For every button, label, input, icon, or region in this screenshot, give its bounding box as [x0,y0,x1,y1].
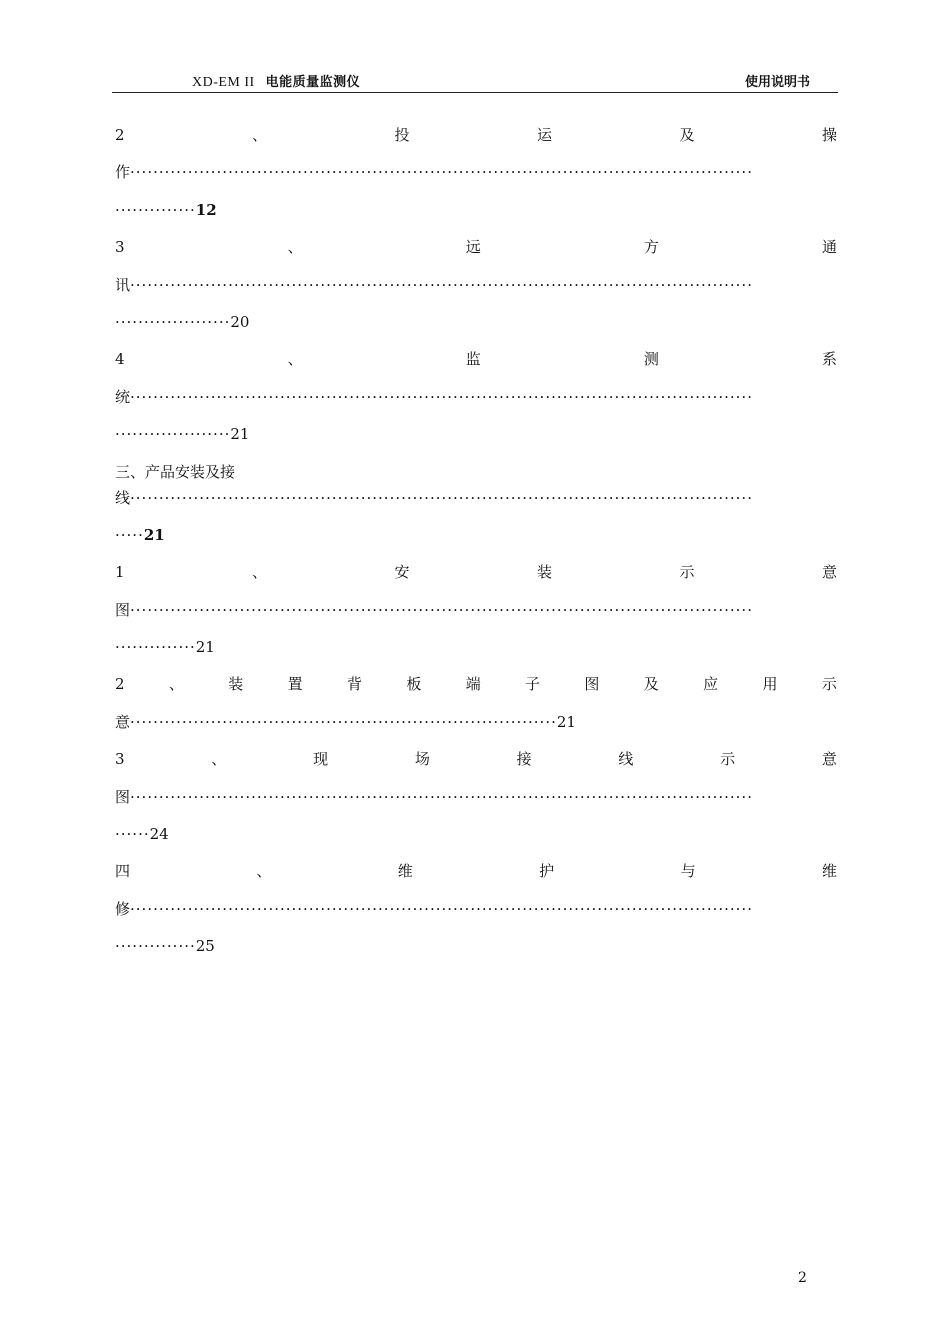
toc-title-char: 置 [287,675,303,694]
toc-leader-line [115,597,837,634]
toc-dot-leader: ············································································································ [130,387,753,406]
toc-title-char: 、 [252,126,268,144]
toc-title-char: 线 [618,750,634,769]
toc-leader-line [115,485,837,522]
toc-page-line [115,522,837,559]
toc-title-char: 现 [313,750,329,769]
toc-dot-leader: ············································································································ [130,488,753,507]
toc-page-number: 24 [149,825,169,844]
toc-page-number: 21 [195,638,215,657]
toc-section-heading[interactable]: 三、产品安装及接 [115,462,236,481]
toc-entry-title[interactable] [115,671,837,708]
toc-dot-leader: ·············· [115,638,196,657]
toc-dot-leader: ·············· [115,937,196,956]
toc-title-char: 示 [821,675,837,694]
toc-lead-char: 线 [115,488,131,507]
toc-title-char: 安 [394,563,410,582]
toc-title-char: 端 [465,675,481,694]
toc-title-char: 接 [516,750,532,769]
toc-leader-line [115,272,837,309]
toc-lead-char: 讯 [115,275,131,294]
toc-title-char: 远 [465,238,481,257]
toc-entry-title[interactable] [115,559,837,596]
toc-dot-leader: ···················· [115,312,231,331]
toc-title-char: 装 [228,675,244,694]
toc-dot-leader: ············································································································ [130,275,753,294]
toc-dot-leader: ············································································································ [130,600,753,619]
toc-lead-char: 意 [115,712,131,731]
toc-title-char: 通 [821,238,837,257]
toc-lead-char: 统 [115,387,131,406]
toc-title-char: 意 [821,563,837,582]
toc-title-char: 场 [414,750,430,769]
toc-title-char: 、 [211,750,227,769]
toc-title-char: 背 [346,675,362,694]
toc-title-char: 、 [256,862,272,881]
toc-dot-leader: ······ [115,825,150,844]
header-product-name: 电能质量监测仪 [265,75,361,90]
toc-title-char: 四 [115,862,131,881]
toc-title-char: 4 [115,350,125,369]
toc-title-char: 、 [287,350,303,369]
toc-title-char: 系 [821,350,837,369]
toc-title-char: 图 [584,675,600,694]
toc-lead-char: 图 [115,787,131,806]
toc-title-char: 3 [115,750,125,769]
toc-page-number: 21 [230,425,250,444]
toc-lead-char: 作 [115,163,131,182]
toc-dot-leader: ············································································································ [130,899,753,918]
toc-title-char: 2 [115,126,125,144]
toc-title-char: 方 [643,238,659,257]
toc-entry-title[interactable] [115,858,837,895]
toc-title-char: 维 [821,862,837,881]
toc-title-char: 监 [465,350,481,369]
toc-page-number: 21 [143,525,165,544]
toc-entry-title[interactable] [115,234,837,271]
toc-page-line [115,933,837,970]
toc-title-char: 示 [679,563,695,582]
toc-title-char: 3 [115,238,125,257]
toc-entry-title[interactable] [115,122,837,159]
toc-title-char: 测 [643,350,659,369]
toc-page-number: 12 [195,200,217,219]
toc-dot-leader: ····· [115,525,144,544]
toc-dot-leader: ·········································································· [130,712,557,731]
toc-title-char: 1 [115,563,125,582]
table-of-contents [115,122,837,971]
toc-dot-leader: ············································································································ [130,787,753,806]
toc-title-char: 操 [821,126,837,144]
toc-leader-line [115,896,837,933]
toc-dot-leader: ············································································································ [130,163,753,182]
toc-page-number: 21 [556,712,576,731]
toc-page-number: 20 [230,312,250,331]
header-model: XD-EM II [192,75,255,90]
page-header [112,66,838,93]
toc-page-line [115,309,837,346]
toc-title-char: 2 [115,675,125,694]
toc-title-char: 与 [680,862,696,881]
toc-page-line [115,821,837,858]
toc-title-char: 装 [536,563,552,582]
toc-title-char: 子 [525,675,541,694]
toc-title-char: 及 [679,126,695,144]
toc-leader-line [115,159,837,196]
toc-entry-title[interactable] [115,746,837,783]
toc-title-char: 及 [643,675,659,694]
toc-title-char: 意 [821,750,837,769]
toc-page-number: 25 [195,937,215,956]
toc-title-char: 投 [394,126,410,144]
toc-title-char: 板 [406,675,422,694]
toc-leader-line [115,709,837,746]
toc-dot-leader: ···················· [115,425,231,444]
toc-title-char: 示 [720,750,736,769]
toc-page-line [115,421,837,458]
toc-page-line [115,197,837,234]
toc-leader-line [115,784,837,821]
toc-lead-char: 图 [115,600,131,619]
toc-dot-leader: ·············· [115,200,196,219]
toc-leader-line [115,384,837,421]
toc-page-line [115,634,837,671]
toc-title-char: 用 [762,675,778,694]
toc-title-char: 、 [252,563,268,582]
toc-title-char: 护 [539,862,555,881]
header-title [192,71,360,91]
toc-title-char: 运 [536,126,552,144]
toc-entry-title[interactable] [115,346,837,383]
toc-title-char: 应 [703,675,719,694]
toc-title-char: 、 [287,238,303,257]
toc-title-char: 维 [397,862,413,881]
toc-lead-char: 修 [115,899,131,918]
header-doc-type: 使用说明书 [744,75,810,90]
toc-title-char: 、 [168,675,184,694]
page-number: 2 [798,1270,807,1286]
